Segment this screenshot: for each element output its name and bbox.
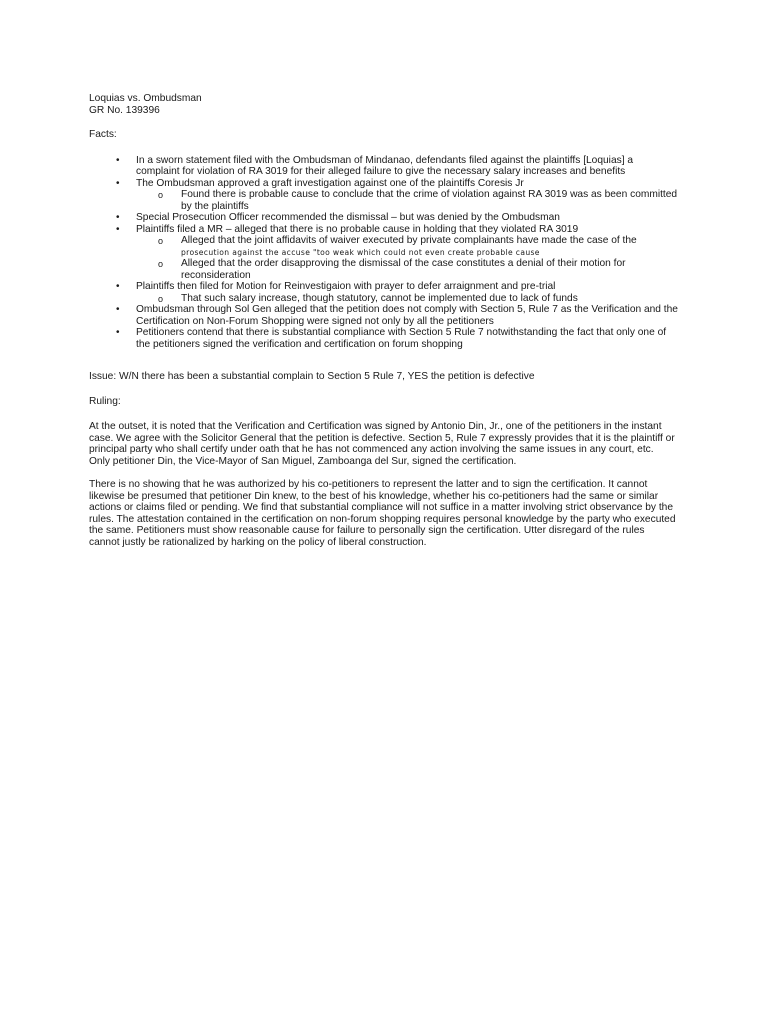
fact-text: Plaintiffs filed a MR – alleged that there is no probable cause in holding that they violated RA 3019 <box>136 223 579 235</box>
fact-sublist <box>136 235 679 281</box>
sub-fact-text: Found there is probable cause to conclude that the crime of violation against RA 3019 was as been committed by the plaintiffs <box>181 189 678 212</box>
sub-fact-item <box>136 293 679 305</box>
facts-heading: Facts: <box>89 129 117 140</box>
sub-fact-text: That such salary increase, though statutory, cannot be implemented due to lack of funds <box>181 292 578 304</box>
circle-bullet-icon: o <box>158 236 164 246</box>
ruling-paragraph-1: At the outset, it is noted that the Verification and Certification was signed by Antonio Din, Jr., one of the petitioners in the instant case. We agree with the Solicitor General that the petition is defective. Section 5, Rule 7 expressly provides that it is the plaintiff or principal party who shall certify under oath that he has not commenced any action involving the same issues in any court, etc. Only petitioner Din, the Vice-Mayor of San Miguel, Zamboanga del Sur, signed the certification. <box>89 421 675 467</box>
fact-text: Ombudsman through Sol Gen alleged that the petition does not comply with Section 5, Rule 7 as the Verification and the Certification on Non-Forum Shopping were signed not only by all the petitioners <box>136 304 678 327</box>
bullet-icon: • <box>116 281 120 292</box>
fact-item <box>89 281 679 304</box>
sub-fact-text: Alleged that the order disapproving the dismissal of the case constitutes a denial of their motion for reconsideration <box>181 258 626 281</box>
fact-sublist <box>136 189 679 212</box>
case-title: Loquias vs. Ombudsman <box>89 93 202 104</box>
fact-item <box>89 304 679 327</box>
bullet-icon: • <box>116 212 120 223</box>
fact-text: Plaintiffs then filed for Motion for Reinvestigaion with prayer to defer arraignment and pre-trial <box>136 281 556 292</box>
sub-fact-item <box>136 258 679 281</box>
fact-item <box>89 155 679 178</box>
fact-text: The Ombudsman approved a graft investigation against one of the plaintiffs Coresis Jr <box>136 177 524 189</box>
bullet-icon: • <box>116 177 120 189</box>
sub-fact-text: Alleged that the joint affidavits of waiver executed by private complainants have made the case of the <box>181 235 637 246</box>
sub-fact-item <box>136 189 679 212</box>
bullet-icon: • <box>116 223 120 235</box>
circle-bullet-icon: o <box>158 259 164 269</box>
gr-number: GR No. 139396 <box>89 104 160 116</box>
issue-statement: Issue: W/N there has been a substantial complain to Section 5 Rule 7, YES the petition is defective <box>89 371 535 382</box>
facts-list <box>89 155 679 351</box>
fact-item <box>89 327 679 350</box>
sub-fact-item <box>136 235 679 258</box>
fact-text: Petitioners contend that there is substantial compliance with Section 5 Rule 7 notwithstanding the fact that only one of the petitioners signed the verification and certification on forum shopping <box>136 327 667 350</box>
circle-bullet-icon: o <box>158 190 164 200</box>
fact-item <box>89 224 679 282</box>
bullet-icon: • <box>116 304 120 315</box>
document-body <box>89 93 679 548</box>
ruling-paragraph-2: There is no showing that he was authorized by his co-petitioners to represent the latter and to sign the certification. It cannot likewise be presumed that petitioner Din knew, to the best of his knowledge, whether his co-petitioners had the same or similar actions or claims filed or pending. We find that substantial compliance will not suffice in a matter involving strict observance by the rules. The attestation contained in the certification on non-forum shopping requires personal knowledge by the party who executed the same. Petitioners must show reasonable cause for failure to personally sign the certification. Utter disregard of the rules cannot justly be rationalized by harking on the policy of liberal construction. <box>89 479 676 548</box>
ruling-heading: Ruling: <box>89 395 121 407</box>
fact-item <box>89 178 679 213</box>
fact-text: Special Prosecution Officer recommended the dismissal – but was denied by the Ombudsman <box>136 212 560 223</box>
bullet-icon: • <box>116 154 120 166</box>
fact-item <box>89 212 679 224</box>
circle-bullet-icon: o <box>158 293 164 304</box>
sub-fact-small-text: prosecution against the accuse "too weak which could not even create probable cause <box>181 247 540 257</box>
bullet-icon: • <box>116 327 120 338</box>
fact-sublist <box>136 293 679 305</box>
fact-text: In a sworn statement filed with the Ombudsman of Mindanao, defendants filed against the plaintiffs [Loquias] a complaint for violation of RA 3019 for their alleged failure to give the necessary salary increases and benefits <box>136 154 634 177</box>
